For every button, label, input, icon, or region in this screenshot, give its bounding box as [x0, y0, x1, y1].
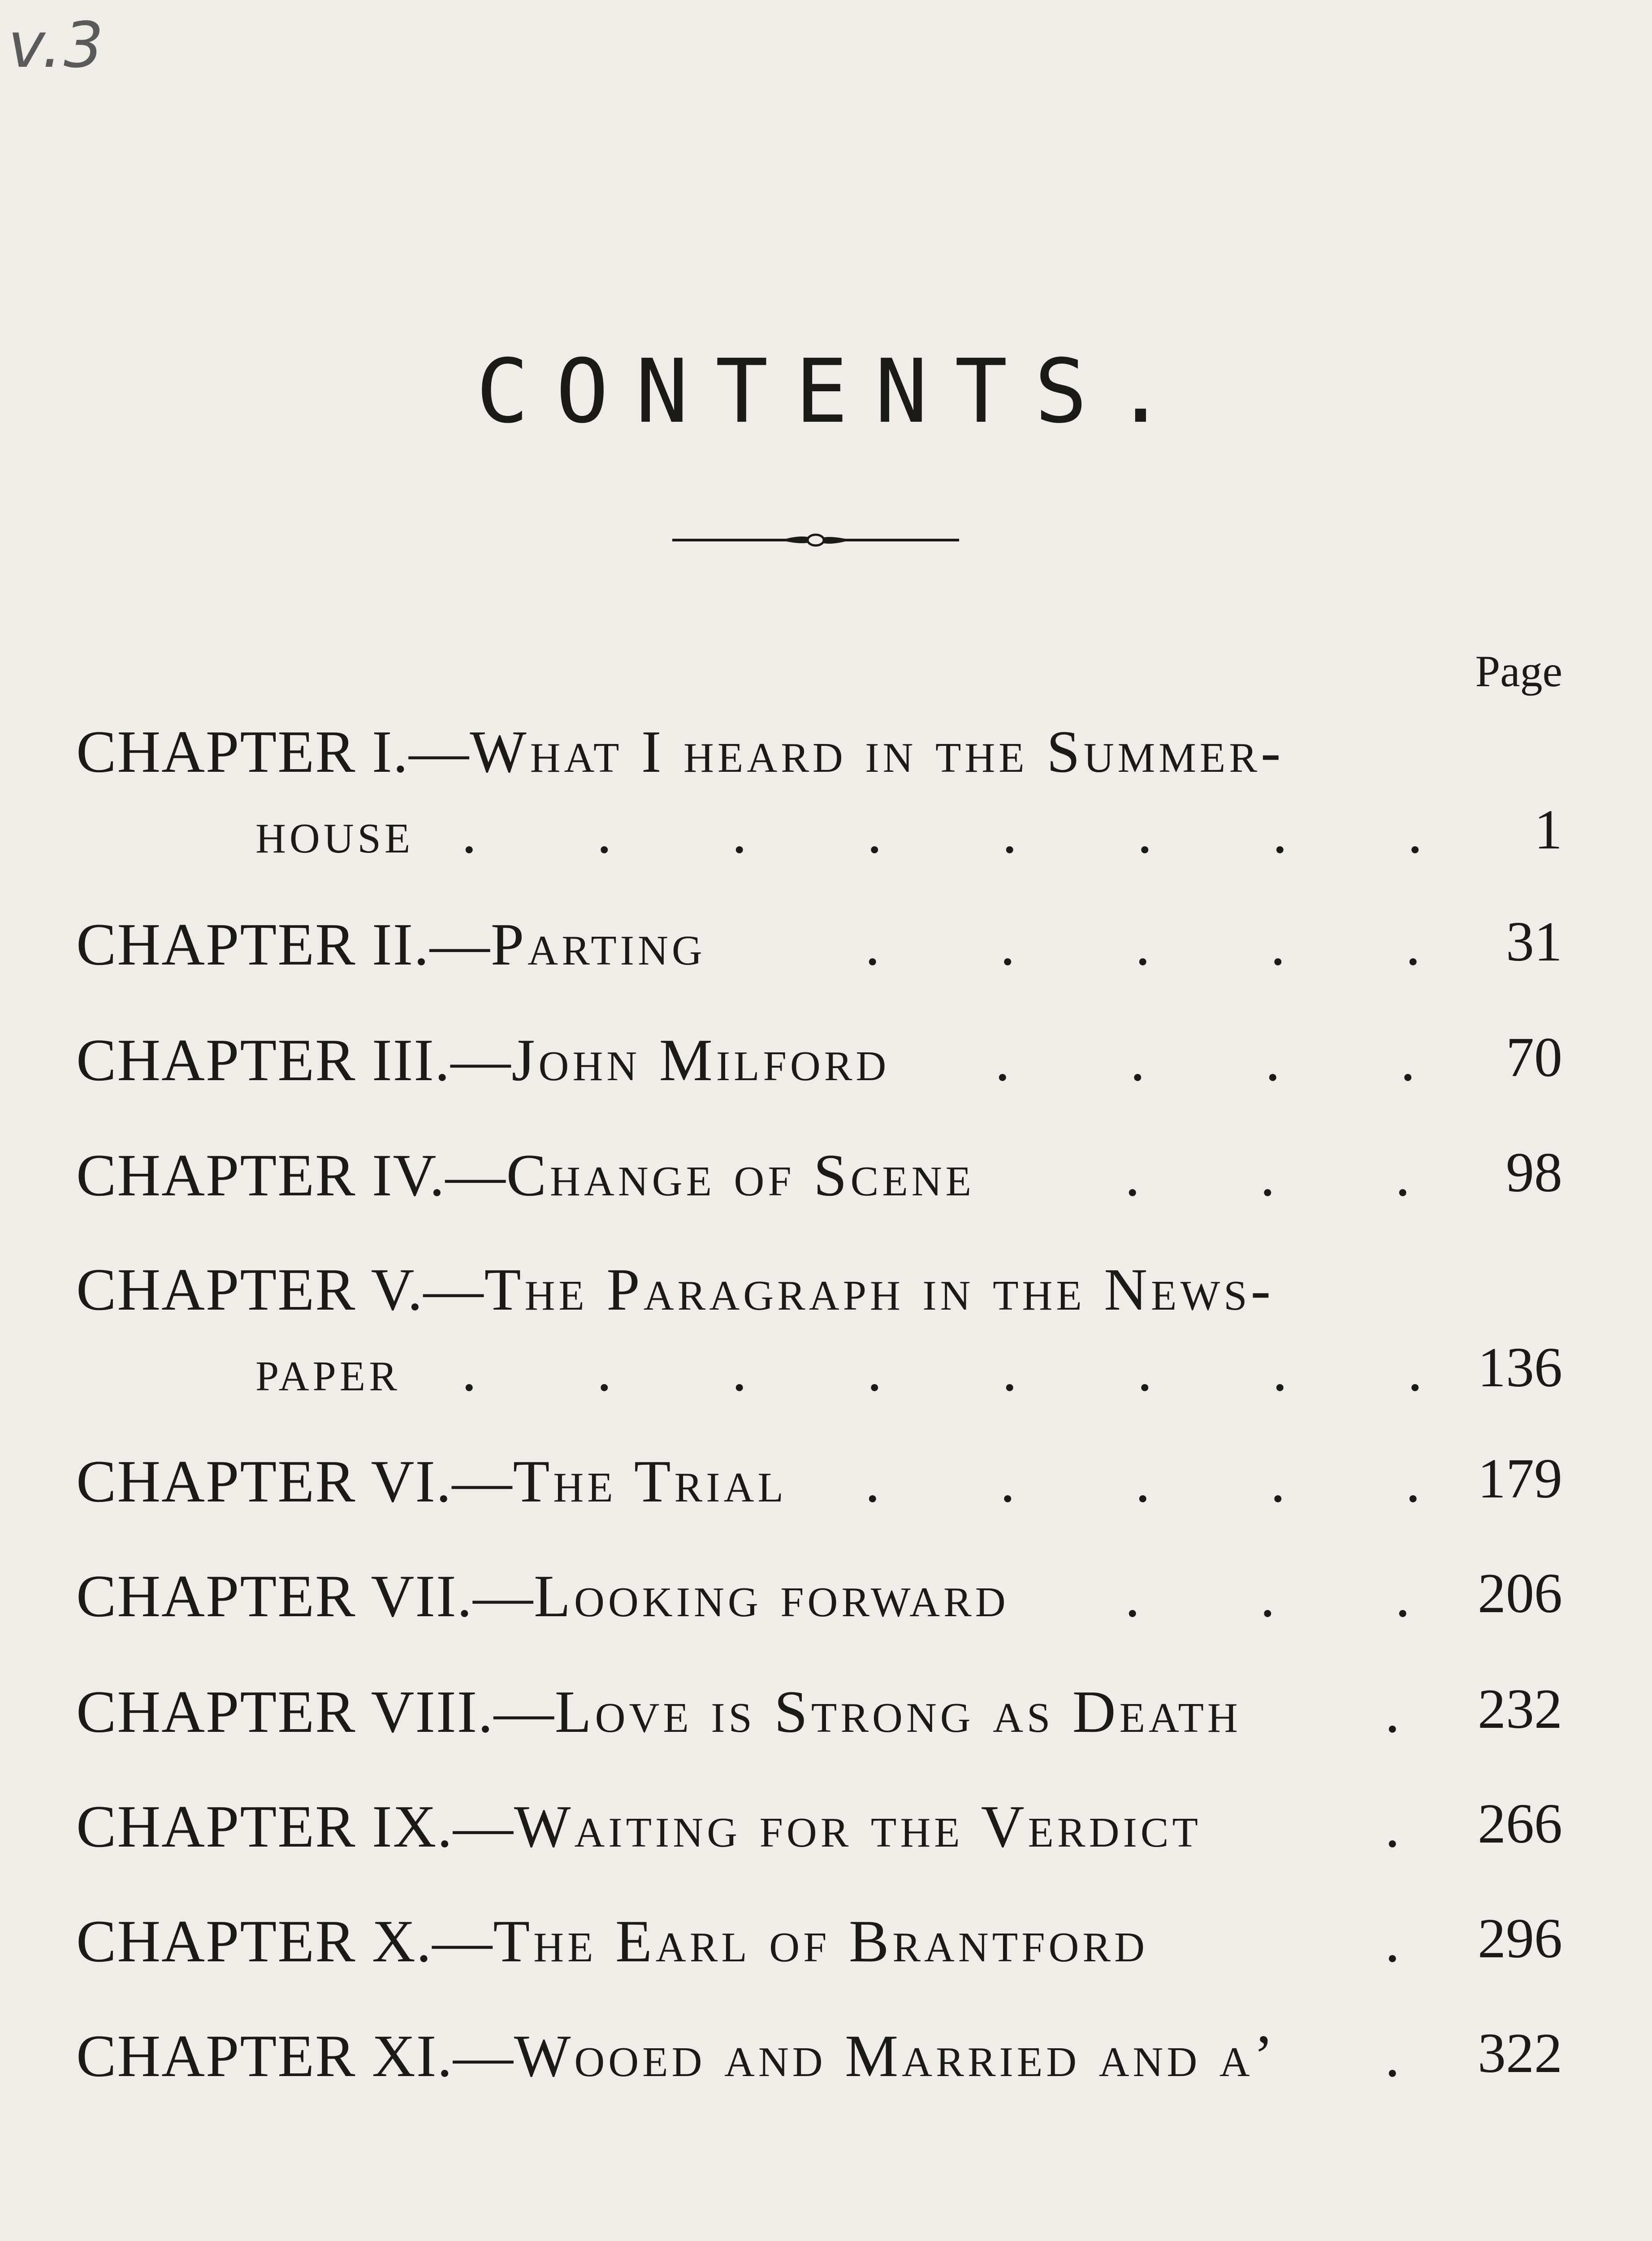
page-number: 296 [1478, 1908, 1562, 1970]
chapter-number: CHAPTER VI.— [76, 1448, 513, 1514]
chapter-number: CHAPTER IV.— [76, 1142, 506, 1208]
chapter-title: Change of Scene [506, 1142, 975, 1208]
page-number: 266 [1478, 1793, 1562, 1855]
chapter-title: John Milford [511, 1027, 890, 1093]
toc-entry[interactable] [76, 1025, 1562, 1093]
toc-entry[interactable] [76, 1447, 1562, 1514]
toc-entry[interactable] [76, 910, 1562, 978]
page-number: 179 [1478, 1448, 1562, 1510]
chapter-title: Parting [490, 911, 706, 978]
toc-entry[interactable] [76, 1141, 1562, 1208]
toc-entry[interactable] [76, 1562, 1562, 1629]
toc-entry[interactable] [76, 717, 1562, 865]
leader-dots: . . . [1125, 1563, 1410, 1629]
page-number: 232 [1478, 1678, 1562, 1740]
leader-dots: . [1385, 2023, 1400, 2089]
page-number: 1 [1534, 799, 1562, 861]
chapter-title: Waiting for the Verdict [514, 1793, 1202, 1860]
leader-dots: . . . . . . . . [462, 1337, 1423, 1403]
chapter-number: CHAPTER X.— [76, 1908, 493, 1974]
chapter-title: The Paragraph in the News- [484, 1256, 1275, 1323]
toc-entry[interactable] [76, 1792, 1562, 1860]
page-number: 206 [1478, 1562, 1562, 1625]
leader-dots: . [1385, 1679, 1400, 1745]
page-number: 31 [1506, 911, 1562, 973]
page-number: 136 [1478, 1337, 1562, 1399]
leader-dots: . [1385, 1908, 1400, 1974]
toc-entry[interactable] [76, 1907, 1562, 1974]
chapter-title: Wooed and Married and a’ [514, 2023, 1277, 2089]
toc-entry[interactable] [76, 1255, 1562, 1403]
chapter-number: CHAPTER III.— [76, 1027, 512, 1093]
leader-dots: . . . . . [865, 911, 1421, 978]
chapter-number: CHAPTER VII.— [76, 1563, 534, 1629]
chapter-number: CHAPTER II.— [76, 911, 491, 978]
page-number: 98 [1506, 1142, 1562, 1204]
ornament-divider-icon [672, 524, 959, 556]
chapter-number: CHAPTER V.— [76, 1256, 484, 1323]
chapter-title: The Trial [513, 1448, 787, 1514]
leader-dots: . . . . . [865, 1448, 1421, 1514]
leader-dots: . . . . . . . . [462, 799, 1423, 865]
chapter-title: Looking forward [534, 1563, 1009, 1629]
chapter-title-continuation: house [255, 799, 414, 865]
page-number: 322 [1478, 2022, 1562, 2085]
page-number: 70 [1506, 1026, 1562, 1089]
chapter-title: Love is Strong as Death [554, 1679, 1241, 1745]
handwritten-volume-note: v.3 [8, 9, 106, 82]
chapter-number: CHAPTER XI.— [76, 2023, 514, 2089]
chapter-title: What I heard in the Summer- [470, 718, 1284, 785]
toc-entry[interactable] [76, 1677, 1562, 1745]
leader-dots: . . . [1125, 1142, 1410, 1208]
page-title: CONTENTS. [476, 341, 1194, 443]
chapter-number: CHAPTER VIII.— [76, 1679, 555, 1745]
toc-entry[interactable] [76, 2021, 1562, 2089]
leader-dots: . [1385, 1793, 1400, 1860]
leader-dots: . . . . [995, 1027, 1415, 1093]
chapter-number: CHAPTER IX.— [76, 1793, 514, 1860]
chapter-title-continuation: paper [255, 1337, 401, 1403]
chapter-title: The Earl of Brantford [493, 1908, 1148, 1974]
chapter-number: CHAPTER I.— [76, 718, 470, 785]
page-column-heading: Page [1475, 646, 1562, 696]
